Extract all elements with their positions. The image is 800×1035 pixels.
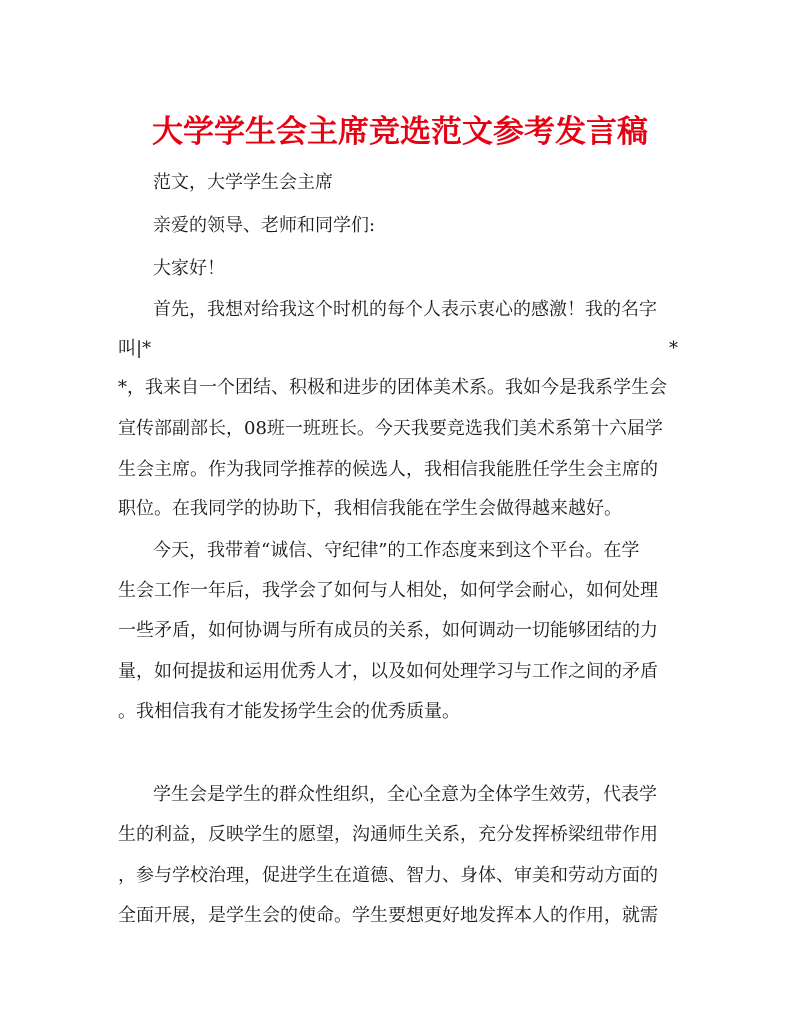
paragraph-line: 首先，我想对给我这个时机的每个人表示衷心的感激！我的名字 [153,299,657,320]
paragraph-line: 全面开展，是学生会的使命。学生要想更好地发挥本人的作用，就需 [118,905,658,926]
paragraph-line: 今天，我带着“诚信、守纪律”的工作态度来到这个平台。在学 [153,540,640,561]
paragraph-line: 一些矛盾，如何协调与所有成员的关系，如何调动一切能够团结的力 [118,620,658,641]
paragraph-line: 量，如何提拔和运用优秀人才，以及如何处理学习与工作之间的矛盾 [118,661,658,682]
paragraph-line: 生的利益，反映学生的愿望，沟通师生关系，充分发挥桥梁纽带作用 [118,824,658,845]
paragraph-line: 生会工作一年后，我学会了如何与人相处，如何学会耐心，如何处理 [118,580,658,601]
paragraph-line: 亲爱的领导、老师和同学们: [153,215,376,236]
document-title: 大学学生会主席竞选范文参考发言稿 [152,114,648,150]
line-left-text: 叫|* [118,338,152,359]
paragraph-line: 职位。在我同学的协助下，我相信我能在学生会做得越来越好。 [118,498,622,519]
paragraph-line: 范文，大学学生会主席 [153,172,333,193]
paragraph-line: 。我相信我有才能发扬学生会的优秀质量。 [118,701,460,722]
paragraph-line: 学生会是学生的群众性组织，全心全意为全体学生效劳，代表学 [153,784,657,805]
paragraph-line: 宣传部副部长，08班一班班长。今天我要竞选我们美术系第十六届学 [118,418,663,439]
paragraph-line: 大家好！ [153,258,225,279]
line-right-text: * [669,338,678,359]
paragraph-line: 生会主席。作为我同学推荐的候选人，我相信我能胜任学生会主席的 [118,459,658,480]
paragraph-line-split [118,336,678,362]
paragraph-line: *，我来自一个团结、积极和进步的团体美术系。我如今是我系学生会 [118,377,667,398]
paragraph-line: ，参与学校治理，促进学生在道德、智力、身体、审美和劳动方面的 [118,865,658,886]
